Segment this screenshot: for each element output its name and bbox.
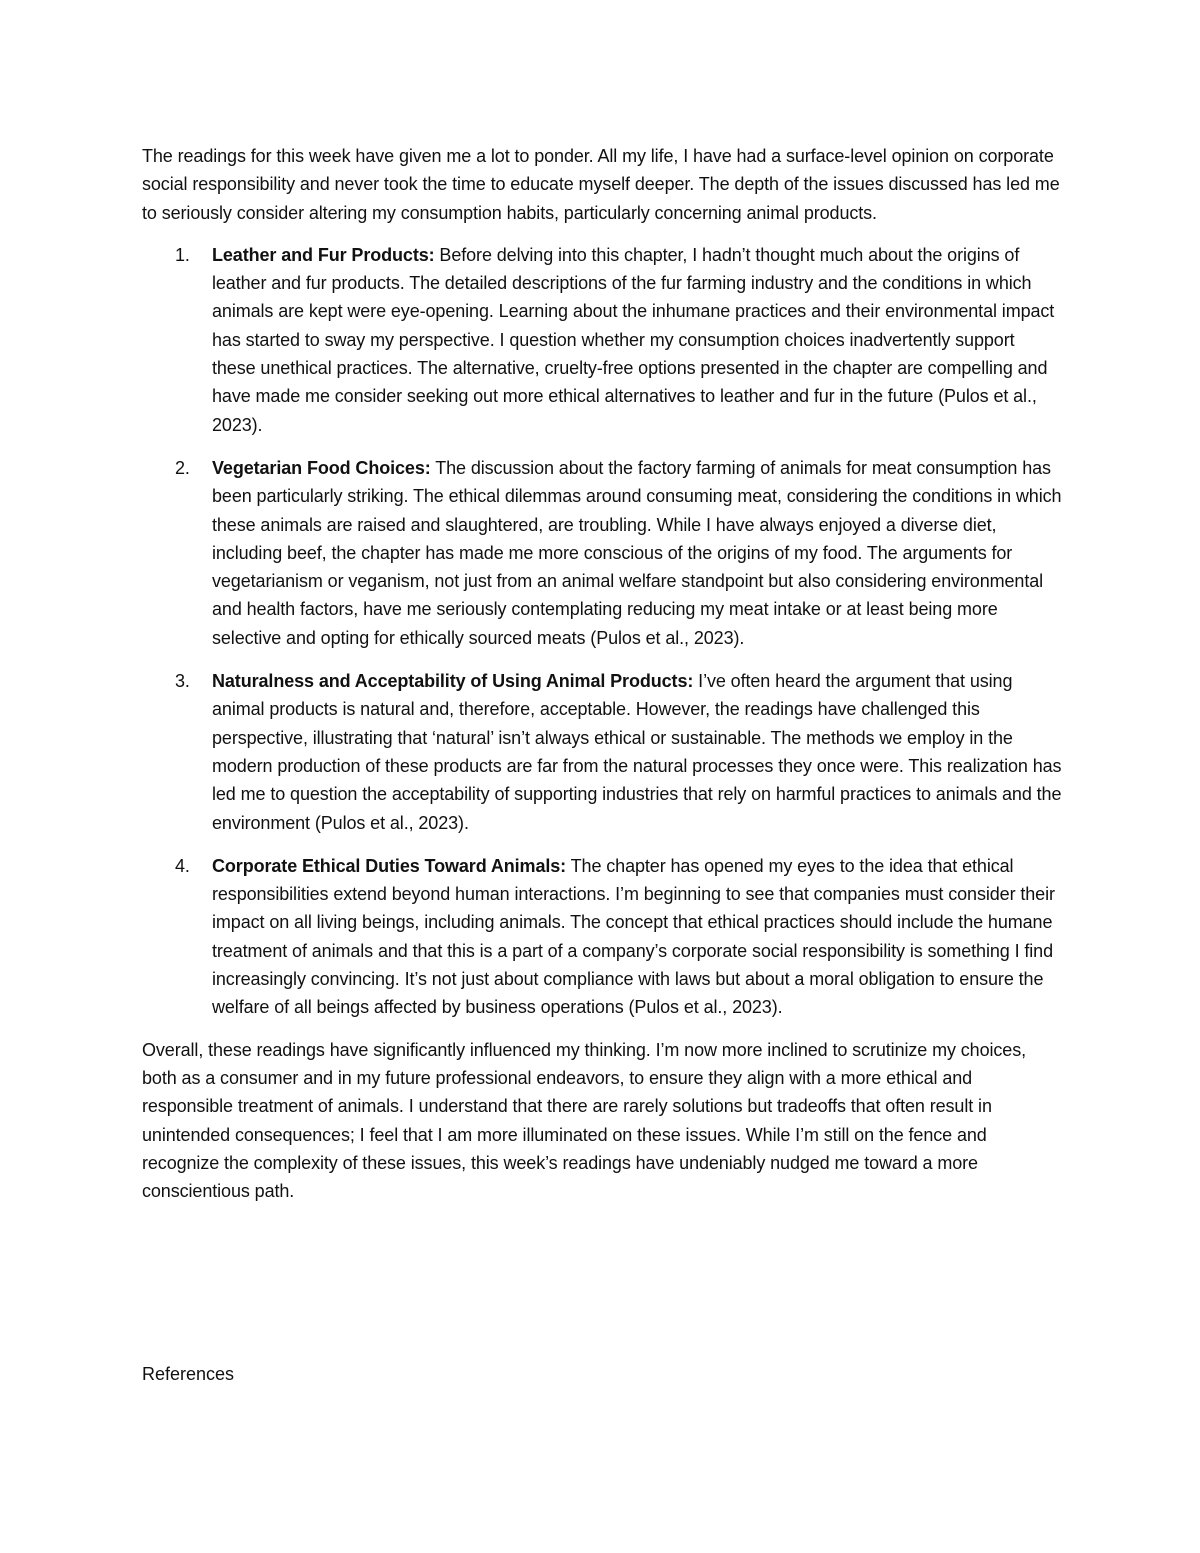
list-item-text: I’ve often heard the argument that using animal products is natural and, therefore, acceptable. However, the readings have challenged this perspective, illustrating that ‘natural’ isn’t always ethical or sustainable. The methods we employ in the modern production of these products are far from the natural processes they once were. This realization has led me to question the acceptability of supporting industries that rely on harmful practices to animals and the environment (Pulos et al., 2023). xyxy=(212,671,1062,833)
list-item-text: The discussion about the factory farming of animals for meat consumption has been particularly striking. The ethical dilemmas around consuming meat, considering the conditions in which these animals are raised and slaughtered, are troubling. While I have always enjoyed a diverse diet, including beef, the chapter has made me more conscious of the origins of my food. The arguments for vegetarianism or veganism, not just from an animal welfare standpoint but also considering environmental and health factors, have me seriously contemplating reducing my meat intake or at least being more selective and opting for ethically sourced meats (Pulos et al., 2023). xyxy=(212,457,1062,648)
list-item-number: 2. xyxy=(175,457,190,478)
list-item-number: 4. xyxy=(175,855,190,876)
document-body xyxy=(142,142,1062,1205)
list-item-term: Vegetarian Food Choices: xyxy=(212,457,431,478)
list-item-term: Naturalness and Acceptability of Using Animal Products: xyxy=(212,671,694,692)
numbered-list xyxy=(142,241,1062,1022)
list-item-term: Leather and Fur Products: xyxy=(212,244,435,265)
intro-paragraph: The readings for this week have given me a lot to ponder. All my life, I have had a surface-level opinion on corporate social responsibility and never took the time to educate myself deeper. The depth of the issues discussed has led me to seriously consider altering my consumption habits, particularly concerning animal products. xyxy=(142,146,1060,223)
references-heading: References xyxy=(142,1364,235,1384)
list-item xyxy=(142,667,1062,837)
list-item xyxy=(142,454,1062,652)
list-item xyxy=(142,852,1062,1022)
list-item-number: 1. xyxy=(175,244,190,265)
list-item-text: The chapter has opened my eyes to the idea that ethical responsibilities extend beyond human interactions. I’m beginning to see that companies must consider their impact on all living beings, including animals. The concept that ethical practices should include the humane treatment of animals and that this is a part of a company’s corporate social responsibility is something I find increasingly convincing. It’s not just about compliance with laws but about a moral obligation to ensure the welfare of all beings affected by business operations (Pulos et al., 2023). xyxy=(212,855,1055,1018)
list-item-text: Before delving into this chapter, I hadn’t thought much about the origins of leather and fur products. The detailed descriptions of the fur farming industry and the conditions in which animals are kept were eye-opening. Learning about the inhumane practices and their environmental impact has started to sway my perspective. I question whether my consumption choices inadvertently support these unethical practices. The alternative, cruelty-free options presented in the chapter are compelling and have made me consider seeking out more ethical alternatives to leather and fur in the future (Pulos et al., 2023). xyxy=(212,244,1055,435)
list-item-number: 3. xyxy=(175,671,190,692)
list-item-term: Corporate Ethical Duties Toward Animals: xyxy=(212,855,567,876)
conclusion-paragraph: Overall, these readings have significantly influenced my thinking. I’m now more inclined to scrutinize my choices, both as a consumer and in my future professional endeavors, to ensure they align with a more ethical and responsible treatment of animals. I understand that there are rarely solutions but tradeoffs that often result in unintended consequences; I feel that I am more illuminated on these issues. While I’m still on the fence and recognize the complexity of these issues, this week’s readings have undeniably nudged me toward a more conscientious path. xyxy=(142,1039,1027,1202)
list-item xyxy=(142,241,1062,439)
